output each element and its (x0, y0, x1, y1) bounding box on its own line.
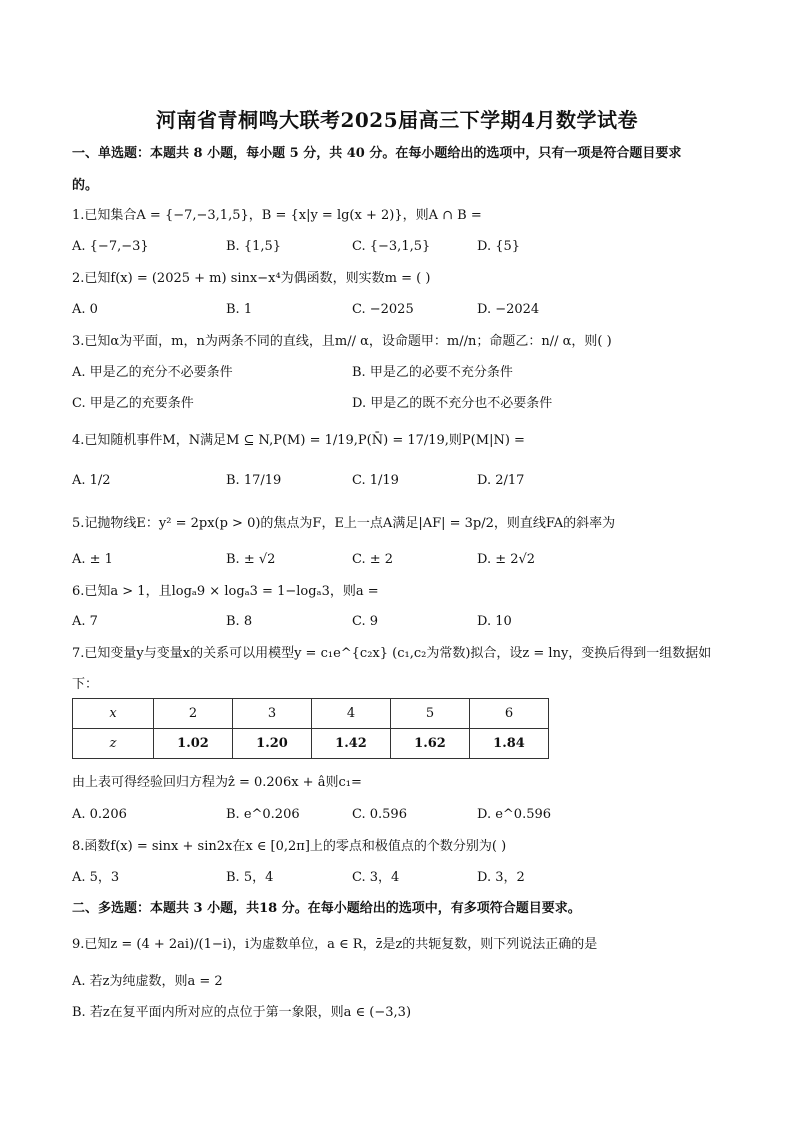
table-cell: 1.42 (312, 729, 391, 759)
q4-stem: 4.已知随机事件M，N满足M ⊆ N,P(M) = 1/19,P(N̄) = 17/19,则P(M|N) = (72, 433, 525, 448)
q8-option-a: A. 5，3 (72, 870, 120, 885)
q3-option-d: D. 甲是乙的既不充分也不必要条件 (352, 396, 553, 411)
q3-option-a: A. 甲是乙的充分不必要条件 (72, 365, 233, 380)
q1-option-c: C. {−3,1,5} (352, 239, 431, 254)
table-cell: 4 (312, 699, 391, 729)
q7-option-c: C. 0.596 (352, 807, 407, 822)
q2-stem: 2.已知f(x) = (2025 + m) sinx−x⁴为偶函数，则实数m = ( ) (72, 271, 431, 286)
table-cell: 1.84 (470, 729, 549, 759)
q1-option-b: B. {1,5} (226, 239, 282, 254)
section2-heading: 二、多选题：本题共 3 小题，共18 分。在每小题给出的选项中，有多项符合题目要求。 (72, 901, 581, 916)
table-row (73, 699, 549, 729)
table-row (73, 729, 549, 759)
q9-option-a: A. 若z为纯虚数，则a = 2 (72, 974, 223, 989)
q3-option-c: C. 甲是乙的充要条件 (72, 396, 194, 411)
q9-stem: 9.已知z = (4 + 2ai)/(1−i)，i为虚数单位，a ∈ R，z̄是z的共轭复数，则下列说法正确的是 (72, 937, 598, 952)
table-cell: 6 (470, 699, 549, 729)
table-cell: 2 (154, 699, 233, 729)
q2-option-d: D. −2024 (477, 302, 540, 317)
q1-option-a: A. {−7,−3} (72, 239, 149, 254)
q5-option-c: C. ± 2 (352, 552, 394, 567)
q4-option-b: B. 17/19 (226, 473, 282, 488)
q7-regression-line: 由上表可得经验回归方程为ẑ = 0.206x + â则c₁= (72, 775, 362, 790)
q4-option-d: D. 2/17 (477, 473, 525, 488)
q6-option-d: D. 10 (477, 614, 512, 629)
q5-option-a: A. ± 1 (72, 552, 113, 567)
q3-option-b: B. 甲是乙的必要不充分条件 (352, 365, 513, 380)
q6-option-a: A. 7 (72, 614, 98, 629)
q7-option-a: A. 0.206 (72, 807, 127, 822)
q6-stem: 6.已知a > 1，且logₐ9 × logₐ3 = 1−logₐ3，则a = (72, 584, 379, 599)
q1-stem: 1.已知集合A = {−7,−3,1,5}，B = {x|y = lg(x + 2)}，则A ∩ B = (72, 208, 482, 223)
q2-option-a: A. 0 (72, 302, 98, 317)
section1-heading: 一、单选题：本题共 8 小题，每小题 5 分，共 40 分。在每小题给出的选项中，只有一项是符合题目要求 (72, 146, 682, 161)
table-cell: 5 (391, 699, 470, 729)
q1-option-d: D. {5} (477, 239, 521, 254)
q7-stem-cont: 下： (72, 677, 99, 692)
q5-option-b: B. ± √2 (226, 552, 276, 567)
table-cell: 1.02 (154, 729, 233, 759)
table-cell: 1.20 (233, 729, 312, 759)
q4-option-c: C. 1/19 (352, 473, 399, 488)
q7-option-b: B. e^0.206 (226, 807, 300, 822)
q6-option-b: B. 8 (226, 614, 253, 629)
page-title: 河南省青桐鸣大联考2025届高三下学期4月数学试卷 (155, 108, 639, 132)
q7-option-d: D. e^0.596 (477, 807, 552, 822)
q8-option-d: D. 3，2 (477, 870, 525, 885)
table-cell: 1.62 (391, 729, 470, 759)
q7-data-table (72, 698, 549, 759)
q3-stem: 3.已知α为平面，m，n为两条不同的直线，且m// α，设命题甲：m//n；命题乙：n// α，则( ) (72, 334, 612, 349)
q2-option-b: B. 1 (226, 302, 253, 317)
q4-option-a: A. 1/2 (72, 473, 111, 488)
table-cell: x (73, 699, 154, 729)
q8-stem: 8.函数f(x) = sinx + sin2x在x ∈ [0,2π]上的零点和极值点的个数分别为( ) (72, 839, 507, 854)
q5-option-d: D. ± 2√2 (477, 552, 536, 567)
section1-heading-cont: 的。 (72, 178, 99, 193)
q8-option-c: C. 3，4 (352, 870, 400, 885)
q6-option-c: C. 9 (352, 614, 379, 629)
table-cell: z (73, 729, 154, 759)
q2-option-c: C. −2025 (352, 302, 414, 317)
q9-option-b: B. 若z在复平面内所对应的点位于第一象限，则a ∈ (−3,3) (72, 1005, 412, 1020)
table-cell: 3 (233, 699, 312, 729)
q8-option-b: B. 5，4 (226, 870, 274, 885)
q7-stem: 7.已知变量y与变量x的关系可以用模型y = c₁e^{c₂x} (c₁,c₂为常数)拟合，设z = lny，变换后得到一组数据如 (72, 646, 712, 661)
q5-stem: 5.记抛物线E：y² = 2px(p > 0)的焦点为F，E上一点A满足|AF| = 3p/2，则直线FA的斜率为 (72, 516, 616, 531)
